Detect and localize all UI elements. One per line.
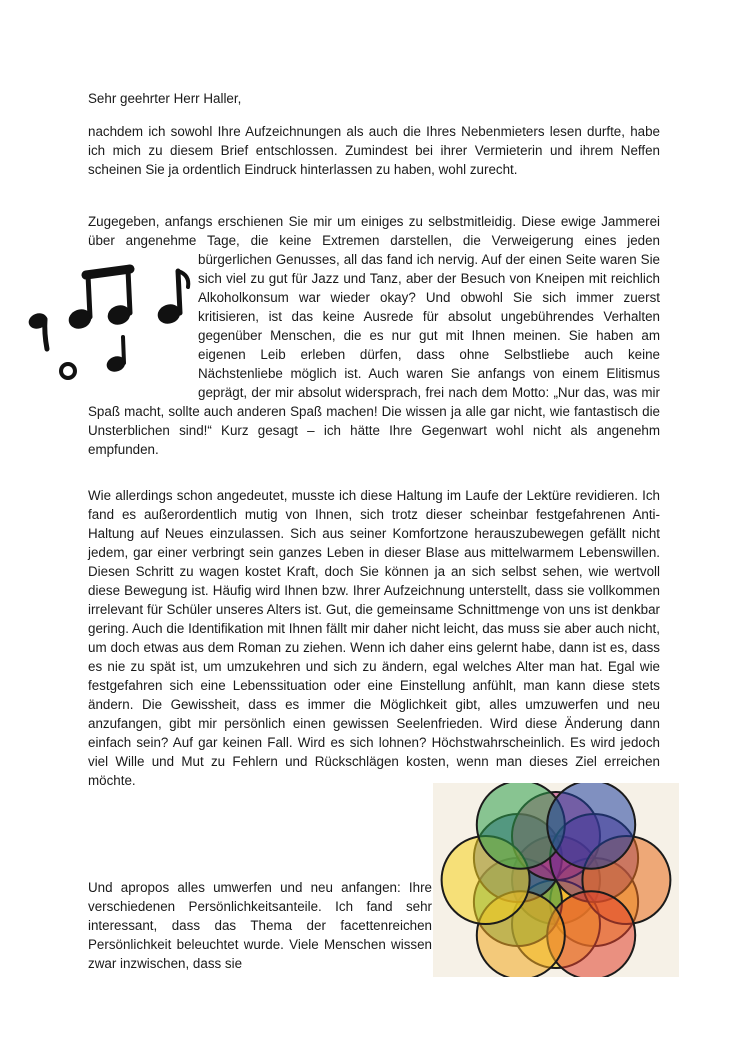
paragraph-1: nachdem ich sowohl Ihre Aufzeichnungen als auch die Ihres Nebenmieters lesen durfte, habe ich mich zu diesem Brief entschlossen. Zumindest bei ihrer Vermieterin und ihrem Neffen scheinen Sie ja ordentlich Eindruck hinterlassen zu haben, wohl zurecht.: [88, 124, 660, 177]
paragraph-4: Und apropos alles umwerfen und neu anfangen: Ihre verschiedenen Persönlichkeitsanteile. Ich fand sehr interessant, dass das Thema der facettenreichen Persönlichkeit beleuchtet wurde. Viele Menschen wissen zwar inzwischen, dass sie: [88, 880, 432, 971]
mandala-petal: [547, 783, 635, 869]
p2-top-part: Zugegeben, anfangs erschienen Sie mir um einiges zu selbstmitleidig. Diese ewige Jammerei über angenehme Tage, die keine Extremen darstellen, die Verweigerung eines jeden: [88, 214, 660, 248]
p2-wrapped-part: bürgerlichen Genusses, all das fand ich nervig. Auf der einen Seite waren Sie sich viel zu gut für Jazz und Tanz, aber der Besuch von Kneipen mit reichlich Alkoholkonsum war wieder okay? Und obwohl Sie sich immer zuerst kritisieren, ist das keine Ausrede für absolut ungebührendes Verhalten gegenüber Menschen, die es nur gut mit Ihnen meinen. Sie haben am eigenen Leib erleben dürfen, dass ohne Selbstliebe auch keine Nächstenliebe möglich ist. Auch waren Sie anfangs von einem Elitismus geprägt, der mir absolut widersprach, frei nach dem Motto: „Nur das, was mir: [198, 252, 660, 400]
mandala-icon: [433, 783, 679, 977]
p3-full-part: Wie allerdings schon angedeutet, musste ich diese Haltung im Laufe der Lektüre revidieren. Ich fand es außerordentlich mutig von Ihnen, sich trotz dieser scheinbar festgefahrenen Anti-Haltung auf Neues einzulassen. Sich aus seiner Komfortzone herauszubewegen gefällt nicht jedem, gar einer verbringt sein ganzes Leben in dieser Blase aus mittelwarmem Lebenswillen. Diesen Schritt zu wagen kostet Kraft, doch Sie können ja an sich selbst sehen, wie wertvoll diese Bewegung ist. Häufig wird Ihnen bzw. Ihrer Aufzeichnung unterstellt, dass sie vollkommen irrelevant für Schüler unseres Alters ist. Gut, die gemeinsame Schnittmenge von uns ist denkbar gering. Auch die Identifikation mit Ihnen fällt mir daher nicht leicht, das muss sie aber auch nicht, um doch etwas aus dem Roman zu ziehen. Wenn ich daher eins gelernt habe, dann ist es, dass es nie zu spät ist, um umzukehren und sich zu ändern, egal welches Alter man hat. Egal wie festgefahren sich eine Lebenssituation oder eine Einstellung anfühlt, man kann diese stets ändern. Die Gewissheit, dass es immer die Möglichkeit gibt, alles umzuwerfen und neu anzufangen, gibt mir persönlich einen gewissen Seelenfrieden. Wird diese Änderung dann einfach sein? Auf gar keinen Fall. Wird es sich lohnen? Höchstwahrscheinlich. Es wird jedoch viel Wille und Mut zu Fehlern und Rückschlägen kosten, wenn man dieses Ziel erreichen möchte.: [88, 488, 660, 788]
paragraph-3: [88, 486, 660, 790]
music-notes-icon: [20, 255, 198, 395]
p2-bottom-part: Spaß macht, sollte auch anderen Spaß machen! Die wissen ja alle gar nicht, wie fantastisch die Unsterblichen sind!“ Kurz gesagt – ich hätte Ihre Gegenwart wohl nicht als angenehm empfunden.: [88, 404, 660, 457]
salutation: Sehr geehrter Herr Haller,: [88, 91, 242, 106]
